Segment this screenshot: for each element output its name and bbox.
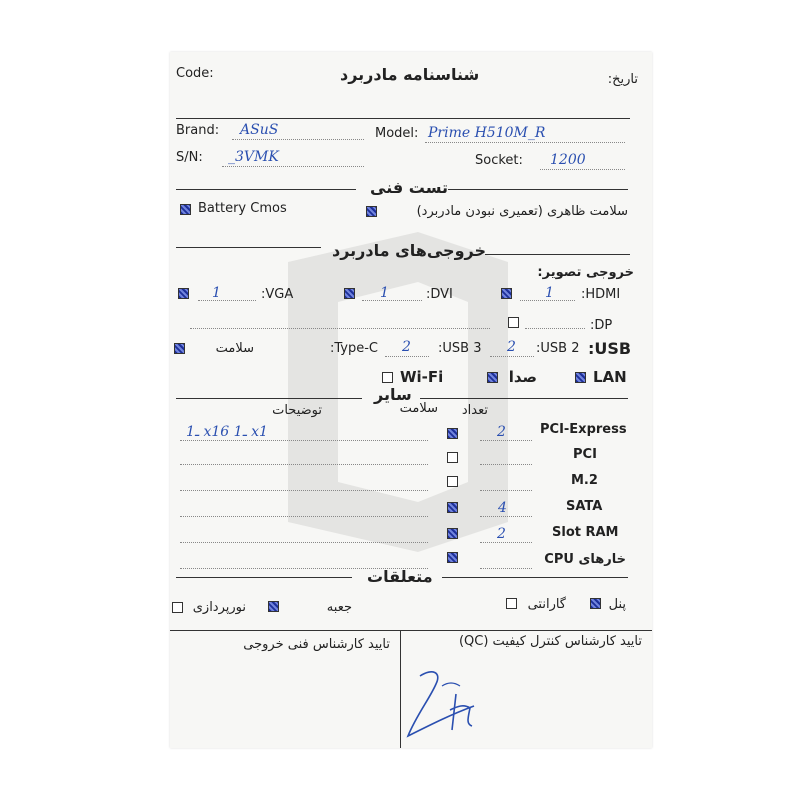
video-output-label: خروجی تصویر: bbox=[537, 265, 634, 280]
socket-value: 1200 bbox=[550, 152, 586, 168]
count-line bbox=[480, 490, 532, 491]
count-line bbox=[480, 542, 532, 543]
socket-line bbox=[540, 169, 625, 170]
usb2-label: :USB 2 bbox=[536, 341, 580, 356]
usb3-label: :USB 3 bbox=[438, 341, 482, 356]
socket-label: Socket: bbox=[475, 153, 523, 168]
row-label-sata: SATA bbox=[566, 499, 603, 514]
warranty-checkbox[interactable] bbox=[506, 598, 517, 609]
vga-label: :VGA bbox=[261, 287, 294, 302]
typec-value: 2 bbox=[402, 339, 411, 355]
sn-value: _3VMK bbox=[228, 149, 279, 165]
audio-label: صدا bbox=[508, 368, 537, 386]
notes-line bbox=[180, 516, 428, 517]
count-line bbox=[480, 440, 532, 441]
section-heading-accessories: متعلقات bbox=[367, 567, 433, 586]
divider bbox=[442, 577, 628, 578]
panel-label: پنل bbox=[608, 597, 626, 612]
audio-checkbox[interactable] bbox=[487, 372, 498, 383]
dp-blank-line bbox=[190, 328, 490, 329]
rgb-label: نورپردازی bbox=[192, 600, 246, 615]
hdmi-count: 1 bbox=[545, 285, 554, 301]
qc-approval-label: تایید کارشناس کنترل کیفیت (QC) bbox=[458, 634, 642, 649]
sn-label: S/N: bbox=[176, 150, 203, 165]
row-label-pci-express: PCI-Express bbox=[540, 422, 627, 437]
signature bbox=[402, 664, 492, 744]
row-note-pci-express: x1 ـ1 x16 ـ1 bbox=[186, 424, 268, 440]
notes-line bbox=[180, 490, 428, 491]
row-check-slot-ram[interactable] bbox=[447, 528, 458, 539]
section-heading-other: سایر bbox=[374, 385, 412, 404]
count-line bbox=[480, 568, 532, 569]
typec-label: :Type-C bbox=[330, 341, 379, 356]
usb-health-label: سلامت bbox=[215, 341, 254, 356]
divider bbox=[176, 247, 321, 248]
motherboard-certificate-form bbox=[170, 52, 652, 748]
usb-label: :USB bbox=[588, 339, 632, 358]
hdmi-label: :HDMI bbox=[581, 287, 621, 302]
section-heading-outputs: خروجی‌های مادربرد bbox=[332, 241, 486, 260]
row-check-pci[interactable] bbox=[447, 452, 458, 463]
row-check-m2[interactable] bbox=[447, 476, 458, 487]
notes-line bbox=[180, 440, 428, 441]
appearance-label: سلامت ظاهری (تعمیری نبودن مادربرد) bbox=[416, 204, 628, 219]
divider bbox=[176, 118, 630, 119]
col-health-header: سلامت bbox=[399, 401, 438, 416]
battery-cmos-label: Battery Cmos bbox=[198, 201, 287, 216]
model-label: Model: bbox=[375, 126, 419, 141]
box-label: جعبه bbox=[326, 600, 352, 615]
divider bbox=[176, 398, 362, 399]
notes-line bbox=[180, 464, 428, 465]
count-line bbox=[480, 464, 532, 465]
hdmi-checkbox[interactable] bbox=[501, 288, 512, 299]
usb3-line bbox=[490, 356, 534, 357]
col-notes-header: توضیحات bbox=[272, 403, 322, 418]
dvi-label: :DVI bbox=[426, 287, 453, 302]
dvi-count: 1 bbox=[380, 285, 389, 301]
panel-checkbox[interactable] bbox=[590, 598, 601, 609]
date-label: تاریخ: bbox=[607, 72, 638, 87]
page-title: شناسنامه مادربرد bbox=[340, 65, 480, 84]
tech-approval-label: تایید کارشناس فنی خروجی bbox=[243, 637, 390, 652]
hdmi-line bbox=[520, 300, 575, 301]
rgb-checkbox[interactable] bbox=[172, 602, 183, 613]
brand-value: ASuS bbox=[240, 122, 279, 138]
usb-health-checkbox[interactable] bbox=[174, 343, 185, 354]
dvi-checkbox[interactable] bbox=[344, 288, 355, 299]
notes-line bbox=[180, 542, 428, 543]
row-check-cpu-pins[interactable] bbox=[447, 552, 458, 563]
dp-line bbox=[525, 328, 585, 329]
model-value: Prime H510M_R bbox=[428, 125, 546, 141]
dp-label: :DP bbox=[590, 318, 613, 333]
divider bbox=[448, 189, 628, 190]
battery-cmos-checkbox[interactable] bbox=[180, 204, 191, 215]
row-label-cpu-pins: خارهای CPU bbox=[544, 552, 626, 567]
row-label-slot-ram: Slot RAM bbox=[552, 525, 619, 540]
vga-line bbox=[198, 300, 256, 301]
vga-count: 1 bbox=[212, 285, 221, 301]
dp-checkbox[interactable] bbox=[508, 317, 519, 328]
wifi-label: Wi-Fi bbox=[400, 368, 444, 386]
row-label-m2: M.2 bbox=[571, 473, 598, 488]
section-heading-tech-test: تست فنی bbox=[370, 178, 448, 197]
divider bbox=[176, 189, 356, 190]
lan-label: LAN bbox=[593, 368, 627, 386]
vga-checkbox[interactable] bbox=[178, 288, 189, 299]
row-count-slot-ram: 2 bbox=[497, 526, 506, 542]
divider bbox=[420, 398, 628, 399]
warranty-label: گارانتی bbox=[527, 597, 566, 612]
sn-line bbox=[222, 166, 364, 167]
code-label: Code: bbox=[176, 66, 214, 81]
lan-checkbox[interactable] bbox=[575, 372, 586, 383]
count-line bbox=[480, 516, 532, 517]
brand-label: Brand: bbox=[176, 123, 220, 138]
usb3-value: 2 bbox=[507, 339, 516, 355]
brand-line bbox=[232, 139, 364, 140]
divider bbox=[176, 577, 352, 578]
model-line bbox=[425, 142, 625, 143]
divider bbox=[170, 630, 652, 631]
dvi-line bbox=[362, 300, 422, 301]
row-label-pci: PCI bbox=[573, 447, 597, 462]
row-check-sata[interactable] bbox=[447, 502, 458, 513]
appearance-checkbox[interactable] bbox=[366, 206, 377, 217]
col-count-header: تعداد bbox=[461, 403, 488, 418]
row-check-pci-express[interactable] bbox=[447, 428, 458, 439]
row-count-pci-express: 2 bbox=[497, 424, 506, 440]
typec-line bbox=[385, 356, 429, 357]
wifi-checkbox[interactable] bbox=[382, 372, 393, 383]
approval-divider bbox=[400, 630, 401, 748]
row-count-sata: 4 bbox=[498, 500, 507, 516]
box-checkbox[interactable] bbox=[268, 601, 279, 612]
divider bbox=[485, 254, 630, 255]
